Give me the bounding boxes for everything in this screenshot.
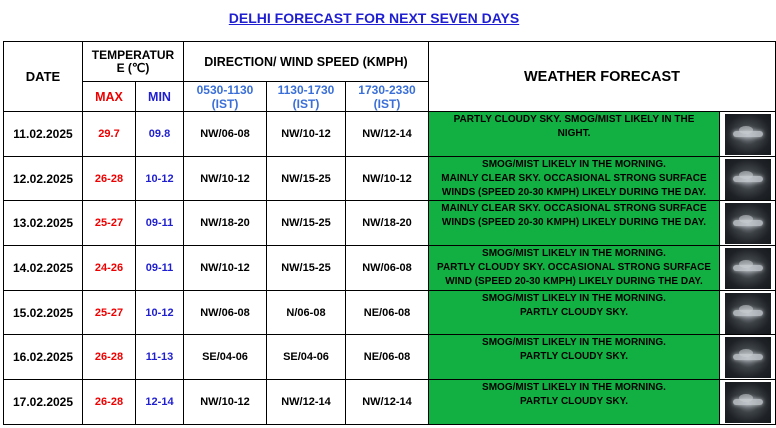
min-temp-cell: 12-14 — [136, 380, 184, 425]
max-temp-cell: 26-28 — [83, 335, 136, 380]
weather-icon-cell — [720, 112, 776, 157]
forecast-line: PARTLY CLOUDY SKY. — [520, 306, 628, 318]
wind-cell: NW/18-20 — [184, 201, 267, 246]
wind-cell: SE/04-06 — [184, 335, 267, 380]
forecast-line: WIND (SPEED 20-30 KMPH) LIKELY DURING THE DAY. — [445, 276, 703, 288]
forecast-line: SMOG/MIST LIKELY IN THE MORNING. — [482, 292, 666, 304]
weather-icon-cell — [720, 156, 776, 201]
table-row — [4, 201, 776, 246]
header-slot-afternoon — [267, 82, 346, 112]
wind-cell: NW/18-20 — [346, 201, 429, 246]
forecast-line: PARTLY CLOUDY SKY. — [520, 351, 628, 363]
weather-icon-cell — [720, 246, 776, 291]
forecast-cell — [429, 112, 720, 157]
max-temp-cell: 29.7 — [83, 112, 136, 157]
header-slot-morning — [184, 82, 267, 112]
weather-icon-cell — [720, 290, 776, 335]
forecast-line: SMOG/MIST LIKELY IN THE MORNING. — [482, 158, 666, 170]
forecast-cell — [429, 201, 720, 246]
wind-cell: NW/10-12 — [346, 156, 429, 201]
forecast-line: MAINLY CLEAR SKY. OCCASIONAL STRONG SURFACE — [441, 172, 707, 184]
wind-cell: NW/06-08 — [346, 246, 429, 291]
wind-cell: NW/10-12 — [184, 246, 267, 291]
table-row — [4, 335, 776, 380]
date-cell: 17.02.2025 — [4, 380, 83, 425]
smog-icon — [725, 382, 771, 423]
forecast-line: PARTLY CLOUDY SKY. — [520, 396, 628, 408]
header-temperature-label: TEMPERATURE (℃) — [91, 47, 175, 75]
wind-cell: NW/10-12 — [184, 156, 267, 201]
header-temperature — [83, 42, 184, 82]
date-cell: 13.02.2025 — [4, 201, 83, 246]
max-temp-cell: 26-28 — [83, 156, 136, 201]
forecast-cell — [429, 290, 720, 335]
max-temp-cell: 26-28 — [83, 380, 136, 425]
date-cell: 12.02.2025 — [4, 156, 83, 201]
forecast-cell — [429, 335, 720, 380]
weather-icon-cell — [720, 201, 776, 246]
wind-cell: NW/10-12 — [184, 380, 267, 425]
max-temp-cell: 25-27 — [83, 201, 136, 246]
smog-icon — [725, 337, 771, 378]
forecast-line: WINDS (SPEED 20-30 KMPH) LIKELY DURING THE DAY. — [441, 217, 707, 229]
min-temp-cell: 09-11 — [136, 201, 184, 246]
forecast-cell — [429, 380, 720, 425]
header-min: MIN — [136, 82, 184, 112]
slot-time: 1730-2330 — [358, 82, 416, 97]
table-row — [4, 246, 776, 291]
max-temp-cell: 24-26 — [83, 246, 136, 291]
date-cell: 15.02.2025 — [4, 290, 83, 335]
smog-icon — [725, 114, 771, 155]
wind-cell: NW/06-08 — [184, 112, 267, 157]
min-temp-cell: 10-12 — [136, 156, 184, 201]
min-temp-cell: 10-12 — [136, 290, 184, 335]
wind-cell: NW/12-14 — [267, 380, 346, 425]
forecast-cell — [429, 246, 720, 291]
page-title: DELHI FORECAST FOR NEXT SEVEN DAYS — [228, 10, 520, 26]
wind-cell: NW/15-25 — [267, 246, 346, 291]
wind-cell: NW/12-14 — [346, 380, 429, 425]
forecast-table — [3, 41, 776, 425]
wind-cell: NW/15-25 — [267, 156, 346, 201]
weather-icon-cell — [720, 380, 776, 425]
wind-cell: N/06-08 — [267, 290, 346, 335]
header-date: DATE — [4, 42, 83, 112]
slot-zone: (IST) — [373, 96, 401, 111]
header-weather-forecast: WEATHER FORECAST — [429, 42, 776, 112]
forecast-line: MAINLY CLEAR SKY. OCCASIONAL STRONG SURFACE — [441, 203, 707, 215]
table-row — [4, 290, 776, 335]
forecast-line: PARTLY CLOUDY SKY. SMOG/MIST LIKELY IN THE — [453, 114, 695, 125]
slot-zone: (IST) — [211, 96, 239, 111]
forecast-cell — [429, 156, 720, 201]
header-max: MAX — [83, 82, 136, 112]
wind-cell: NE/06-08 — [346, 335, 429, 380]
table-row — [4, 112, 776, 157]
slot-time: 1130-1730 — [277, 82, 335, 97]
wind-cell: NW/12-14 — [346, 112, 429, 157]
forecast-line: NIGHT. — [557, 128, 591, 139]
smog-icon — [725, 159, 771, 200]
smog-icon — [725, 293, 771, 334]
wind-cell: NW/15-25 — [267, 201, 346, 246]
wind-cell: SE/04-06 — [267, 335, 346, 380]
wind-cell: NW/10-12 — [267, 112, 346, 157]
forecast-line: PARTLY CLOUDY SKY. OCCASIONAL STRONG SURFACE — [437, 262, 711, 274]
weather-icon-cell — [720, 335, 776, 380]
date-cell: 14.02.2025 — [4, 246, 83, 291]
date-cell: 11.02.2025 — [4, 112, 83, 157]
wind-cell: NE/06-08 — [346, 290, 429, 335]
max-temp-cell: 25-27 — [83, 290, 136, 335]
forecast-line: SMOG/MIST LIKELY IN THE MORNING. — [482, 248, 666, 260]
forecast-line: WINDS (SPEED 20-30 KMPH) LIKELY DURING THE DAY. — [441, 186, 707, 198]
date-cell: 16.02.2025 — [4, 335, 83, 380]
forecast-line: SMOG/MIST LIKELY IN THE MORNING. — [482, 337, 666, 349]
slot-zone: (IST) — [292, 96, 320, 111]
min-temp-cell: 09-11 — [136, 246, 184, 291]
smog-icon — [725, 248, 771, 289]
header-slot-evening — [346, 82, 429, 112]
smog-icon — [725, 203, 771, 244]
forecast-line: SMOG/MIST LIKELY IN THE MORNING. — [482, 382, 666, 394]
header-direction: DIRECTION/ WIND SPEED (KMPH) — [184, 42, 429, 82]
wind-cell: NW/06-08 — [184, 290, 267, 335]
table-row — [4, 156, 776, 201]
min-temp-cell: 11-13 — [136, 335, 184, 380]
slot-time: 0530-1130 — [196, 82, 254, 97]
table-row — [4, 380, 776, 425]
forecast-rows — [4, 112, 776, 425]
min-temp-cell: 09.8 — [136, 112, 184, 157]
